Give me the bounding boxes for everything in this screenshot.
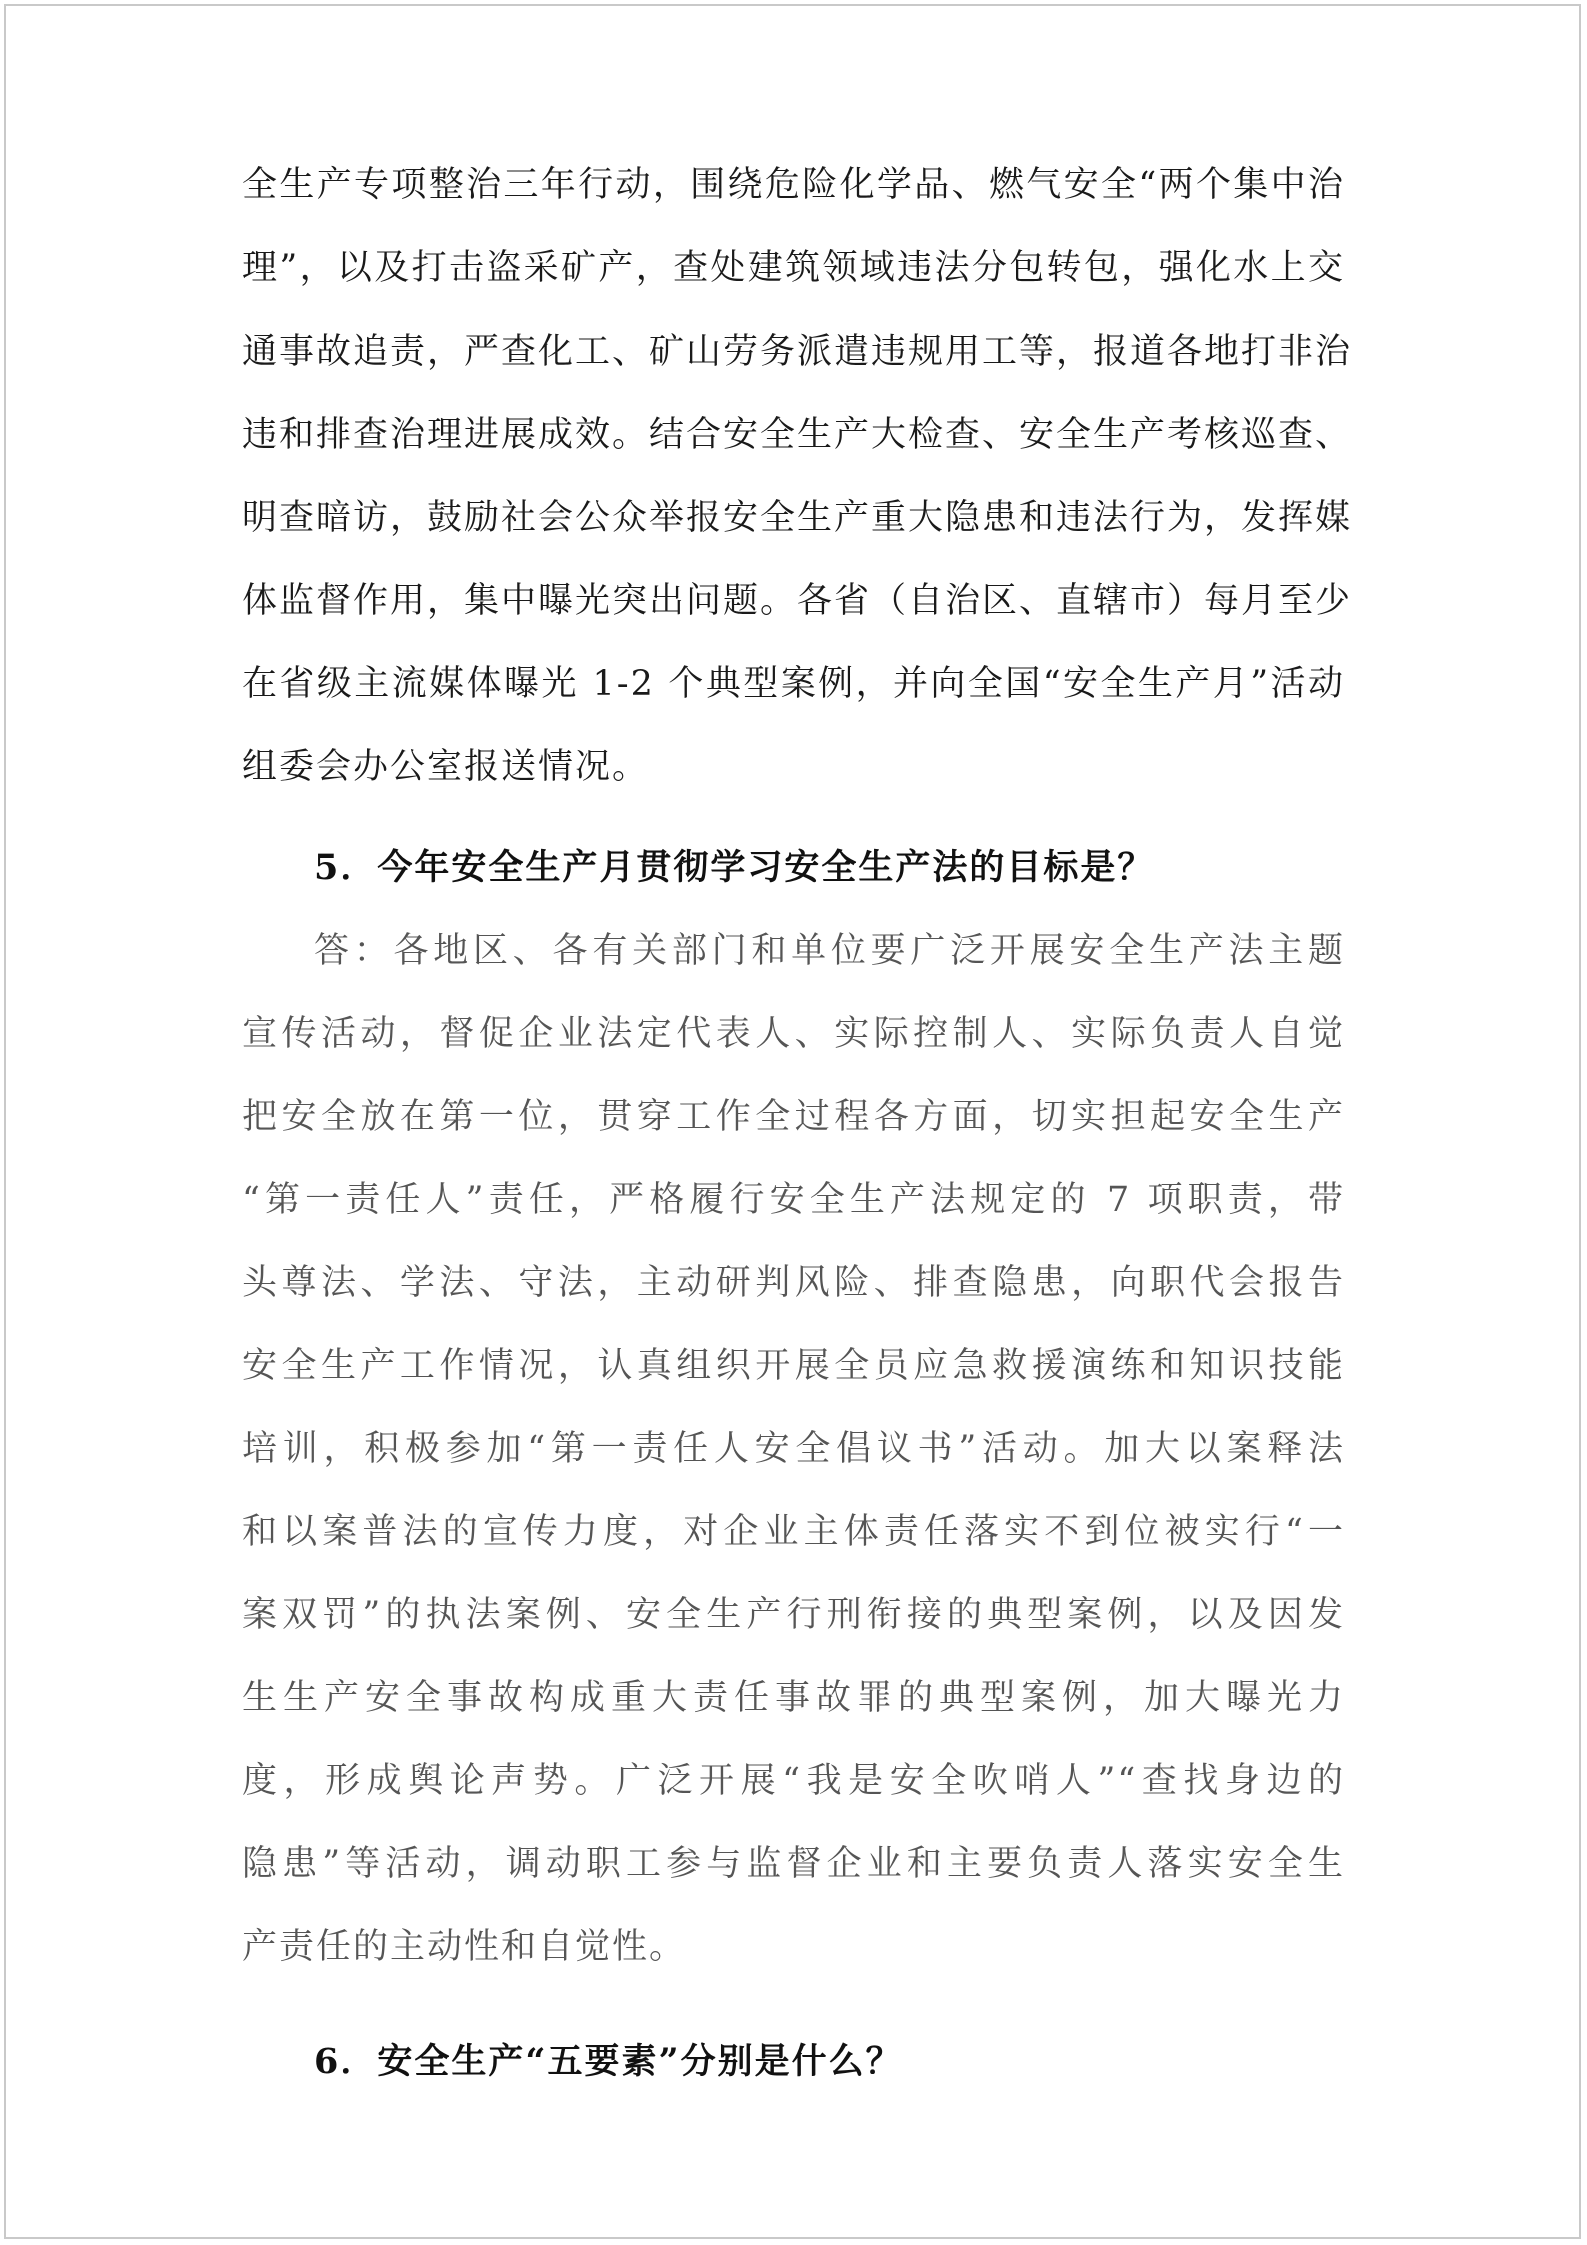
intro-line: 体监督作用，集中曝光突出问题。各省（自治区、直辖市）每月至少 <box>242 581 1353 621</box>
intro-line: 全生产专项整治三年行动，围绕危险化学品、燃气安全“两个集中治 <box>242 165 1345 205</box>
intro-line: 理”，以及打击盗采矿产，查处建筑领域违法分包转包，强化水上交 <box>242 248 1345 288</box>
intro-line: 明查暗访，鼓励社会公众举报安全生产重大隐患和违法行为，发挥媒 <box>242 498 1353 538</box>
intro-line: 组委会办公室报送情况。 <box>242 747 650 787</box>
answer-line: 度，形成舆论声势。广泛开展“我是安全吹哨人”“查找身边的 <box>242 1761 1345 1801</box>
answer-line: 头尊法、学法、守法，主动研判风险、排查隐患，向职代会报告 <box>242 1263 1345 1303</box>
answer-line: 培训，积极参加“第一责任人安全倡议书”活动。加大以案释法 <box>242 1429 1345 1469</box>
answer-line: “第一责任人”责任，严格履行安全生产法规定的 7 项职责，带 <box>242 1180 1345 1220</box>
question-5-heading: 5．今年安全生产月贯彻学习安全生产法的目标是？ <box>314 847 1155 888</box>
answer-line: 把安全放在第一位，贯穿工作全过程各方面，切实担起安全生产 <box>242 1097 1345 1137</box>
answer-line: 安全生产工作情况，认真组织开展全员应急救援演练和知识技能 <box>242 1346 1345 1386</box>
answer-line: 生生产安全事故构成重大责任事故罪的典型案例，加大曝光力 <box>242 1678 1345 1718</box>
answer-line: 产责任的主动性和自觉性。 <box>242 1927 687 1967</box>
intro-line: 在省级主流媒体曝光 1-2 个典型案例，并向全国“安全生产月”活动 <box>242 664 1345 704</box>
answer-line: 案双罚”的执法案例、安全生产行刑衔接的典型案例，以及因发 <box>242 1595 1345 1635</box>
intro-line: 通事故追责，严查化工、矿山劳务派遣违规用工等，报道各地打非治 <box>242 332 1353 372</box>
answer-line: 隐患”等活动，调动职工参与监督企业和主要负责人落实安全生 <box>242 1844 1345 1884</box>
answer-line: 和以案普法的宣传力度，对企业主体责任落实不到位被实行“一 <box>242 1512 1345 1552</box>
answer-line: 宣传活动，督促企业法定代表人、实际控制人、实际负责人自觉 <box>242 1014 1345 1054</box>
answer-line: 答：各地区、各有关部门和单位要广泛开展安全生产法主题 <box>314 931 1345 971</box>
intro-line: 违和排查治理进展成效。结合安全生产大检查、安全生产考核巡查、 <box>242 415 1353 455</box>
question-6-heading: 6．安全生产“五要素”分别是什么？ <box>314 2041 903 2082</box>
